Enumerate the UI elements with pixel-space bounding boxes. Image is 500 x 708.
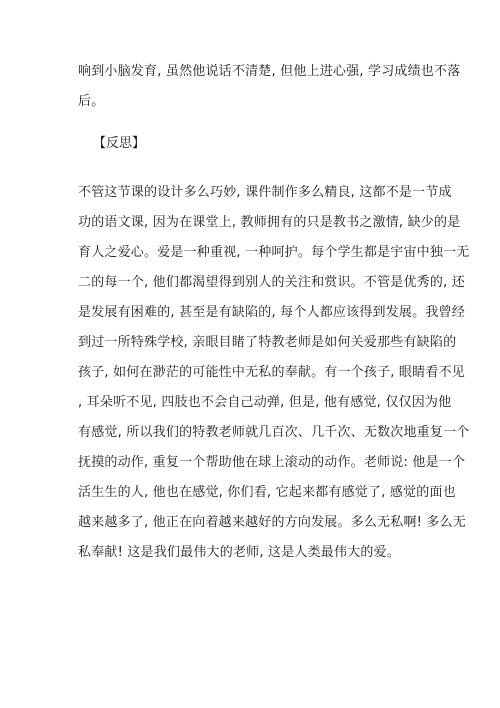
body-line-12: 越来越多了, 他正在向着越来越好的方向发展。多么无私啊! 多么无: [78, 515, 467, 530]
body-line-10: 抚摸的动作, 重复一个帮助他在球上滚动的动作。老师说: 他是一个: [78, 455, 466, 470]
body-line-13: 私奉献! 这是我们最伟大的老师, 这是人类最伟大的爱。: [78, 545, 401, 560]
body-line-5: 是发展有困难的, 甚至是有缺陷的, 每个人都应该得到发展。我曾经: [78, 305, 465, 320]
body-line-7: 孩子, 如何在渺茫的可能性中无私的奉献。有一个孩子, 眼睛看不见: [78, 365, 465, 380]
intro-line-1: 响到小脑发育, 虽然他说话不清楚, 但他上进心强, 学习成绩也不落: [78, 64, 461, 79]
body-line-1: 不管这节课的设计多么巧妙, 课件制作多么精良, 这都不是一节成: [78, 185, 452, 200]
body-line-3: 育人之爱心。爱是一种重视, 一种呵护。每个学生都是宇宙中独一无: [78, 245, 470, 260]
body-line-8: , 耳朵听不见, 四肢也不会自己动弹, 但是, 他有感觉, 仅仅因为他: [78, 395, 452, 410]
body-line-4: 二的每一个, 他们都渴望得到别人的关注和赏识。不管是优秀的, 还: [78, 275, 465, 290]
body-line-2: 功的语文课, 因为在课堂上, 教师拥有的只是教书之激情, 缺少的是: [78, 215, 461, 230]
body-line-6: 到过一所特殊学校, 亲眼目睹了特教老师是如何关爱那些有缺陷的: [78, 335, 457, 350]
body-line-9: 有感觉, 所以我们的特教老师就几百次、几千次、无数次地重复一个: [78, 425, 470, 440]
intro-line-2: 后。: [78, 94, 105, 109]
body-line-11: 活生生的人, 他也在感觉, 你们看, 它起来都有感觉了, 感觉的面也: [78, 485, 456, 500]
section-heading: 【反思】: [93, 136, 146, 151]
